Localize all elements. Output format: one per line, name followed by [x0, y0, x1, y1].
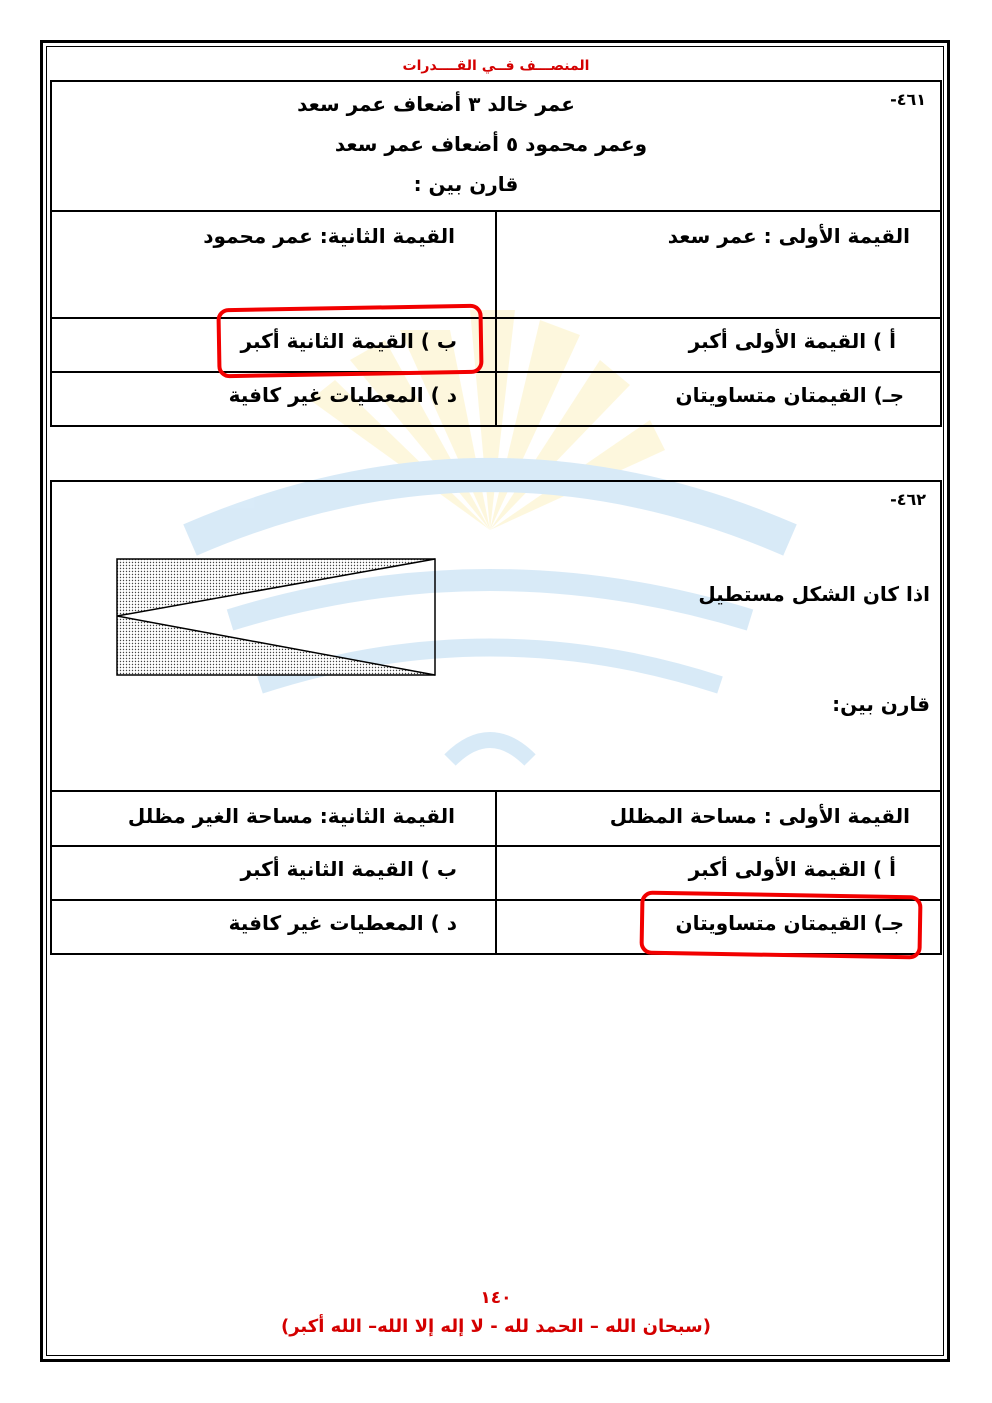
question-462-stem [51, 481, 941, 791]
answer-mark-b [216, 304, 483, 379]
value1-text: القيمة الأولى : عمر سعد [667, 224, 910, 248]
option-d[interactable]: د ) المعطيات غير كافية [228, 383, 457, 407]
option-b-cell[interactable] [51, 846, 496, 900]
option-d-cell[interactable] [51, 900, 496, 954]
value1-cell [496, 211, 941, 318]
option-c-cell[interactable] [496, 372, 941, 426]
stem-line-2: وعمر محمود ٥ أضعاف عمر سعد [334, 132, 648, 156]
question-number: ٤٦٢- [890, 490, 926, 509]
rectangle-figure [116, 558, 436, 676]
option-a[interactable]: أ ) القيمة الأولى أكبر [688, 857, 896, 881]
stem-line-1: اذا كان الشكل مستطيل [698, 582, 930, 606]
page-number: ١٤٠ [480, 1288, 512, 1308]
answer-mark-c [639, 891, 922, 960]
value1-text: القيمة الأولى : مساحة المظلل [609, 804, 910, 828]
option-c[interactable]: جـ) القيمتان متساويتان [675, 383, 904, 407]
stem-line-1: عمر خالد ٣ أضعاف عمر سعد [297, 92, 575, 116]
option-a-cell[interactable] [496, 318, 941, 372]
value2-cell [51, 211, 496, 318]
stem-line-2: قارن بين: [832, 692, 930, 716]
question-461-stem [51, 81, 941, 211]
header-tag: المنصـــف فــي القــــدرات [402, 58, 590, 74]
question-462 [50, 480, 942, 955]
option-b[interactable]: ب ) القيمة الثانية أكبر [240, 329, 457, 353]
option-b[interactable]: ب ) القيمة الثانية أكبر [240, 857, 457, 881]
stem-line-3: قارن بين : [413, 172, 519, 196]
value2-cell [51, 791, 496, 846]
value1-cell [496, 791, 941, 846]
question-461 [50, 80, 942, 427]
value2-text: القيمة الثانية: عمر محمود [203, 224, 455, 248]
option-d-cell[interactable] [51, 372, 496, 426]
value2-text: القيمة الثانية: مساحة الغير مظلل [127, 804, 455, 828]
option-d[interactable]: د ) المعطيات غير كافية [228, 911, 457, 935]
footer-text: (سبحان الله – الحمد لله - لا إله إلا الله– الله أكبر) [281, 1316, 711, 1337]
option-c[interactable]: جـ) القيمتان متساويتان [675, 911, 904, 935]
question-number: ٤٦١- [890, 90, 926, 109]
option-a[interactable]: أ ) القيمة الأولى أكبر [688, 329, 896, 353]
